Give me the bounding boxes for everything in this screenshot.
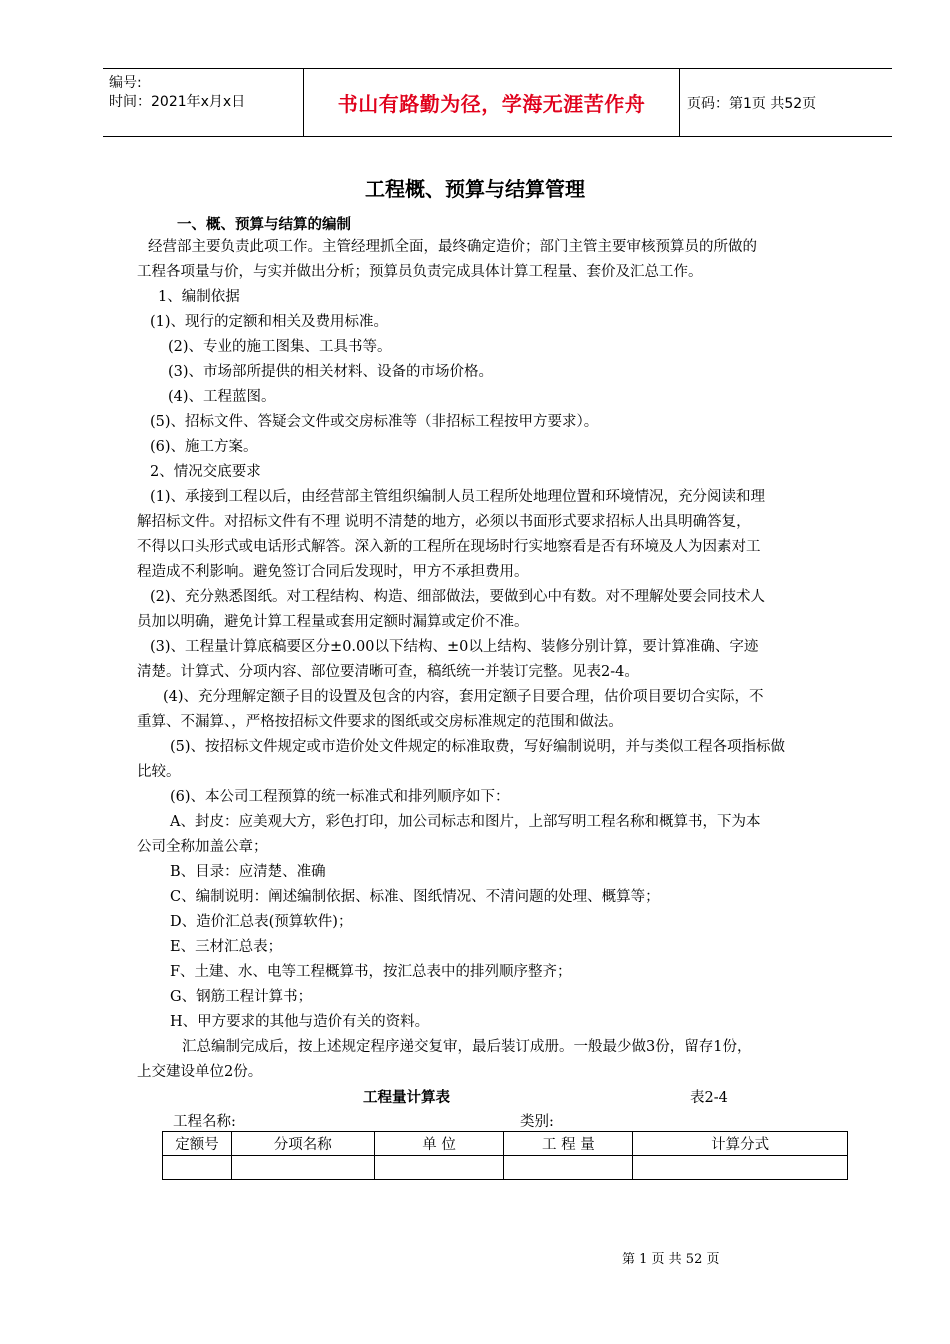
body-line: 解招标文件。对招标文件有不理 说明不清楚的地方，必须以书面形式要求招标人出具明确答复， (137, 514, 751, 530)
body-line: 经营部主要负责此项工作。主管经理抓全面，最终确定造价；部门主管主要审核预算员的所做的 (148, 239, 757, 255)
body-line: 程造成不利影响。避免签订合同后发现时，甲方不承担费用。 (137, 564, 529, 580)
column-header: 计算分式 (633, 1132, 848, 1156)
body-line: 2、情况交底要求 (150, 464, 261, 480)
document-title: 工程概、预算与结算管理 (365, 177, 585, 201)
body-line: 员加以明确，避免计算工程量或套用定额时漏算或定价不准。 (137, 614, 529, 630)
document-header (103, 68, 892, 137)
body-line: (5)、招标文件、答疑会文件或交房标准等（非招标工程按甲方要求）。 (150, 414, 599, 430)
body-line: (3)、市场部所提供的相关材料、设备的市场价格。 (168, 364, 494, 380)
body-line: A、封皮：应美观大方，彩色打印，加公司标志和图片，上部写明工程名称和概算书，下为本 (170, 814, 761, 830)
body-line: 清楚。计算式、分项内容、部位要清晰可查，稿纸统一并装订完整。见表2-4。 (137, 664, 639, 680)
body-line: (5)、按招标文件规定或市造价处文件规定的标准取费，写好编制说明，并与类似工程各项指标做 (170, 739, 786, 755)
calc-table-number: 表2-4 (690, 1090, 728, 1106)
table-cell (374, 1156, 504, 1180)
header-page-info: 页码：第1页 共52页 (687, 95, 817, 112)
body-line: (4)、工程蓝图。 (168, 389, 276, 405)
body-line: 汇总编制完成后，按上述规定程序递交复审，最后装订成册。一般最少做3份，留存1份， (182, 1039, 752, 1055)
table-cell (163, 1156, 232, 1180)
column-header: 定额号 (163, 1132, 232, 1156)
body-line: (1)、承接到工程以后，由经营部主管组织编制人员工程所处地理位置和环境情况，充分阅读和理 (150, 489, 766, 505)
body-line: 工程各项量与价，与实并做出分析；预算员负责完成具体计算工程量、套价及汇总工作。 (137, 264, 703, 280)
body-line: G、钢筋工程计算书； (170, 989, 313, 1005)
time-label: 时间：2021年x月x日 (109, 94, 246, 110)
body-line: 1、编制依据 (158, 289, 240, 305)
table-cell (504, 1156, 633, 1180)
body-line: 不得以口头形式或电话形式解答。深入新的工程所在现场时行实地察看是否有环境及人为因素对工 (137, 539, 761, 555)
code-label: 编号: (109, 75, 142, 91)
table-cell (633, 1156, 848, 1180)
section-heading: 一、概、预算与结算的编制 (177, 217, 351, 233)
body-line: D、造价汇总表(预算软件)； (170, 914, 353, 930)
column-header: 分项名称 (231, 1132, 374, 1156)
column-header: 工 程 量 (504, 1132, 633, 1156)
header-motto: 书山有路勤为径，学海无涯苦作舟 (337, 92, 646, 116)
body-line: B、目录：应清楚、准确 (170, 864, 326, 880)
header-meta (103, 69, 303, 136)
body-line: (2)、专业的施工图集、工具书等。 (168, 339, 392, 355)
body-line: (3)、工程量计算底稿要区分±0.00以下结构、±0以上结构、装修分别计算，要计算准确、字迹 (150, 639, 759, 655)
table-row (163, 1156, 848, 1180)
category-label: 类别: (520, 1114, 554, 1130)
body-line: (6)、施工方案。 (150, 439, 258, 455)
body-line: C、编制说明：阐述编制依据、标准、图纸情况、不清问题的处理、概算等； (170, 889, 660, 905)
table-header-row (163, 1132, 848, 1156)
calc-table (162, 1131, 848, 1180)
calc-table-title: 工程量计算表 (363, 1090, 450, 1106)
body-line: 公司全称加盖公章； (137, 839, 268, 855)
body-line: (1)、现行的定额和相关及费用标准。 (150, 314, 389, 330)
body-line: 上交建设单位2份。 (137, 1064, 263, 1080)
header-page-cell (679, 69, 892, 136)
body-line: F、土建、水、电等工程概算书，按汇总表中的排列顺序整齐； (170, 964, 572, 980)
body-line: 比较。 (137, 764, 181, 780)
body-line: H、甲方要求的其他与造价有关的资料。 (170, 1014, 430, 1030)
body-line: 重算、不漏算、，严格按招标文件要求的图纸或交房标准规定的范围和做法。 (137, 714, 623, 730)
column-header: 单 位 (374, 1132, 504, 1156)
body-line: (6)、本公司工程预算的统一标准式和排列顺序如下： (170, 789, 510, 805)
body-line: E、三材汇总表； (170, 939, 283, 955)
page-footer: 第 1 页 共 52 页 (622, 1252, 720, 1267)
body-line: (4)、充分理解定额子目的设置及包含的内容，套用定额子目要合理，估价项目要切合实际，不 (163, 689, 764, 705)
project-name-label: 工程名称: (173, 1114, 236, 1130)
table-cell (231, 1156, 374, 1180)
body-line: (2)、充分熟悉图纸。对工程结构、构造、细部做法，要做到心中有数。对不理解处要会同技术人 (150, 589, 766, 605)
header-motto-cell (303, 69, 680, 136)
